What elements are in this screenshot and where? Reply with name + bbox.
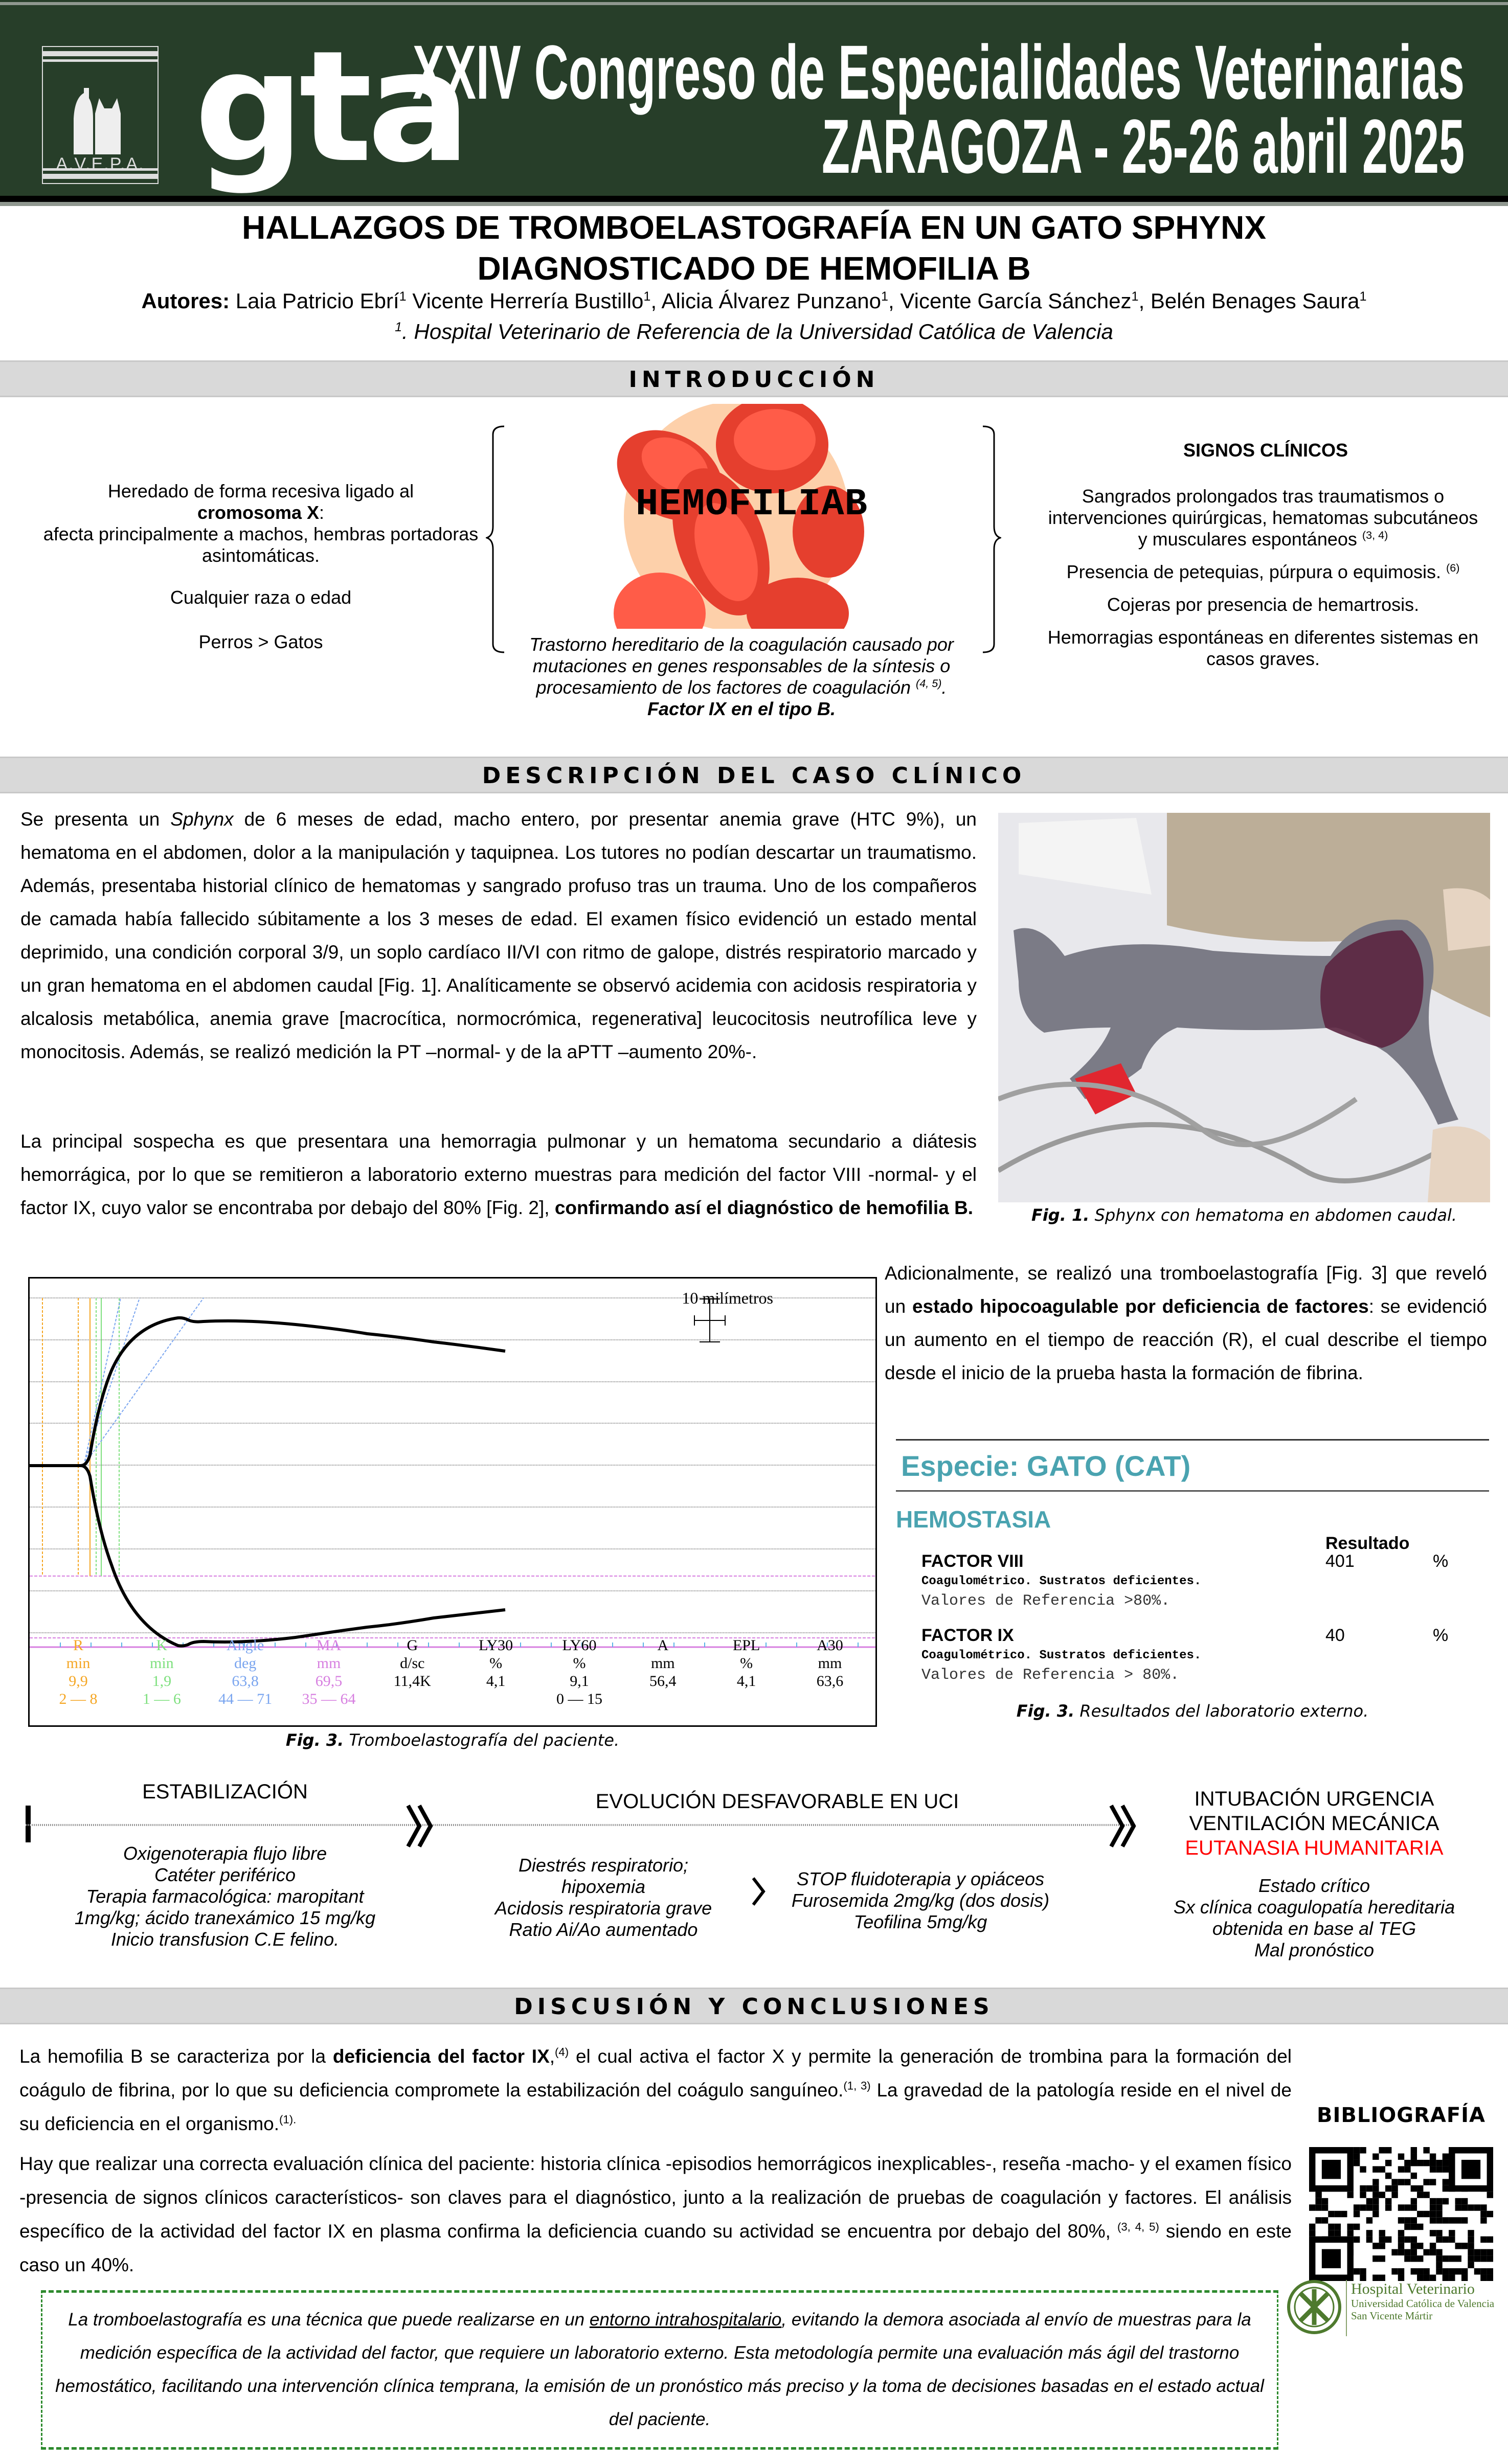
teg-param-range xyxy=(374,1690,451,1708)
teg-chart xyxy=(28,1277,877,1727)
authors-label: Autores: xyxy=(141,289,230,313)
intro-colon: : xyxy=(319,502,325,523)
teg-param-name: R xyxy=(73,1637,83,1654)
teg-param-name: LY30 xyxy=(479,1637,513,1654)
teg-param-unit: d/sc xyxy=(400,1655,425,1672)
teg-param-range: 2 — 8 xyxy=(59,1691,98,1707)
university-name: Universidad Católica de Valencia xyxy=(1351,2297,1495,2310)
author-sup: 1 xyxy=(1359,289,1367,304)
intro-species: Perros > Gatos xyxy=(198,631,323,652)
author: Laia Patricio Ebrí xyxy=(235,289,399,313)
teg-param-value: 9,1 xyxy=(570,1673,589,1690)
definition-factor-ix: Factor IX en el tipo B. xyxy=(647,698,836,719)
hypocoagulable-state: estado hipocoagulable por deficiencia de factores xyxy=(912,1296,1369,1317)
fig3-teg-caption: Fig. 3. Tromboelastografía del paciente. xyxy=(285,1730,620,1750)
section-intro-heading: INTRODUCCIÓN xyxy=(0,360,1508,397)
teg-param-g xyxy=(374,1636,451,1708)
poster-title xyxy=(0,207,1508,289)
affiliation-text: . Hospital Veterinario de Referencia de la Universidad Católica de Valencia xyxy=(402,320,1113,344)
double-chevron-icon xyxy=(404,1805,440,1848)
factor-unit: % xyxy=(1433,1552,1449,1571)
intro-definition: Trastorno hereditario de la coagulación causado por mutaciones en genes responsables de la síntesis o procesamiento de los factores de coagulación $^{(4, 5)}$. Factor IX en el tipo B. xyxy=(529,634,954,719)
teg-param-angle xyxy=(207,1636,284,1708)
intro-affects: afecta principalmente a machos, hembras portadoras asintomáticas. xyxy=(43,523,479,566)
header-bottom-strip xyxy=(0,202,1508,206)
teg-param-name: A xyxy=(657,1637,669,1654)
intro-left-text xyxy=(31,481,491,673)
teg-param-value: 69,5 xyxy=(315,1673,343,1690)
clinical-signs-heading: SIGNOS CLÍNICOS xyxy=(1183,440,1348,461)
teg-param-range xyxy=(624,1690,701,1708)
teg-param-unit: % xyxy=(573,1655,586,1672)
author-sup: 1 xyxy=(399,289,407,304)
intro-chromosome: cromosoma X xyxy=(197,502,320,523)
teg-param-unit: min xyxy=(149,1655,174,1672)
teg-param-name: K xyxy=(156,1637,168,1654)
factor-name: FACTOR IX xyxy=(921,1626,1014,1645)
teg-param-ly60 xyxy=(541,1636,618,1708)
definition-text: Trastorno hereditario de la coagulación causado por mutaciones en genes responsables de la síntesis o procesamiento de los factores de coagulación xyxy=(529,634,954,698)
timeline-stage-3-items: Estado crítico Sx clínica coagulopatía hereditaria obtenida en base al TEG Mal pronóstico xyxy=(1173,1875,1455,1960)
timeline-stage-2-title: EVOLUCIÓN DESFAVORABLE EN UCI xyxy=(595,1790,959,1813)
teg-param-r xyxy=(40,1636,117,1708)
header-top-line xyxy=(0,2,1508,5)
hemofilia-b-label: HEMOFILIAB xyxy=(635,483,868,526)
factor-unit: % xyxy=(1433,1626,1449,1645)
case-paragraph-3: Adicionalmente, se realizó una tromboelastografía [Fig. 3] que reveló un estado hipocoagulable por deficiencia de factores: se evidenció un aumento en el tiempo de reacción (R), el cual describe el tiempo desde el inicio de la prueba hasta la formación de fibrina. xyxy=(885,1263,1488,1383)
teg-param-range xyxy=(792,1690,868,1708)
avepa-text: A.V.E.P.A. xyxy=(56,154,145,174)
teg-param-range: 0 — 15 xyxy=(556,1691,602,1707)
chevron-right-icon xyxy=(749,1876,770,1907)
avepa-logo xyxy=(42,46,159,184)
teg-param-unit: % xyxy=(489,1655,503,1672)
teg-scale-label: 10 milímetros xyxy=(682,1289,773,1307)
teg-param-value: 4,1 xyxy=(736,1673,756,1690)
animals-silhouette-icon xyxy=(63,78,140,154)
teg-param-ly30 xyxy=(458,1636,534,1708)
fig1-caption: Fig. 1. Sphynx con hematoma en abdomen caudal. xyxy=(1031,1205,1457,1225)
clinical-sign: Hemorragias espontáneas en diferentes sistemas en casos graves. xyxy=(1047,627,1479,669)
title-line-1: HALLAZGOS DE TROMBOELASTOGRAFÍA EN UN GATO SPHYNX xyxy=(241,209,1267,246)
author-sup: 1 xyxy=(1131,289,1139,304)
intro-inheritance: Heredado de forma recesiva ligado al xyxy=(107,481,414,501)
author-sup: 1 xyxy=(881,289,889,304)
clinical-sign: Cojeras por presencia de hemartrosis. xyxy=(1107,594,1420,615)
teg-param-name: MA xyxy=(316,1637,342,1654)
teg-param-unit: min xyxy=(66,1655,91,1672)
teg-param-epl xyxy=(708,1636,785,1708)
affiliation xyxy=(0,320,1508,344)
lab-species: Especie: GATO (CAT) xyxy=(901,1450,1191,1482)
qr-code-icon[interactable] xyxy=(1309,2147,1493,2281)
definition-sup: (4, 5) xyxy=(916,677,942,690)
factor-method: Coagulométrico. Sustratos deficientes. xyxy=(921,1575,1202,1588)
clinical-sign: Presencia de petequias, púrpura o equimosis. $^{(6)}$ xyxy=(1066,561,1460,582)
teg-param-range xyxy=(458,1690,534,1708)
fig1-cat-photo xyxy=(998,813,1490,1202)
conclusion-box: La tromboelastografía es una técnica que puede realizarse en un entorno intrahospitalario, evitando la demora asociada al envío de muestras para la medición específica de la actividad del factor, que requiere un laboratorio externo. Esta metodología permite una evaluación más ágil del trastorno hemostático, facilitando una intervención clínica temprana, la emisión de un pronóstico más preciso y la toma de decisiones basadas en el estado actual del paciente. xyxy=(41,2290,1278,2450)
factor-value: 401 xyxy=(1325,1552,1355,1571)
teg-param-value: 63,6 xyxy=(816,1673,844,1690)
timeline-stage-1-items: Oxigenoterapia flujo libre Catéter periférico Terapia farmacológica: maropitant 1mg/kg; ácido tranexámico 15 mg/kg Inicio transfusion C.E felino. xyxy=(74,1843,376,1950)
section-case-heading: DESCRIPCIÓN DEL CASO CLÍNICO xyxy=(0,757,1508,793)
teg-param-value: 56,4 xyxy=(649,1673,677,1690)
case-paragraph-2: La principal sospecha es que presentara una hemorragia pulmonar y un hematoma secundario a diátesis hemorrágica, por lo que se remitieron a laboratorio externo muestras para medición del factor VIII -normal- y el factor IX, cuyo valor se encontraba por debajo del 80% [Fig. 2], confirmando así el diagnóstico de hemofilia B. xyxy=(20,1131,977,1218)
congress-title: XXIV Congreso de Especialidades Veterinarias xyxy=(412,29,1465,115)
timeline-stage-3-title: INTUBACIÓN URGENCIA VENTILACIÓN MECÁNICA EUTANASIA HUMANITARIA xyxy=(1145,1787,1483,1860)
timeline-stage-2-treatment: STOP fluidoterapia y opiáceos Furosemida 2mg/kg (dos dosis) Teofilina 5mg/kg xyxy=(791,1868,1050,1932)
author: Belén Benages Saura xyxy=(1150,289,1360,313)
author-sup: 1 xyxy=(643,289,651,304)
intro-breed: Cualquier raza o edad xyxy=(170,587,352,608)
right-brace-icon xyxy=(981,424,1001,654)
section-discussion-heading: DISCUSIÓN Y CONCLUSIONES xyxy=(0,1988,1508,2024)
congress-location-date: ZARAGOZA - 25-26 abril 2025 xyxy=(821,103,1465,189)
factor-method: Coagulométrico. Sustratos deficientes. xyxy=(921,1649,1202,1662)
discussion-paragraph-1: La hemofilia B se caracteriza por la deficiencia del factor IX,$^{(4)}$ el cual activa el factor X y permite la generación de trombina para la formación del coágulo de fibrina, por lo que su deficiencia compromete la estabilización del coágulo sanguíneo.$^{(1, 3)}$ La gravedad de la patología reside en el nivel de su deficiencia en el organismo.$^{(1).}$ xyxy=(19,2045,1292,2134)
teg-param-name: Angle xyxy=(226,1637,264,1654)
gta-logo: gta xyxy=(194,18,466,196)
case-paragraph-1: Se presenta un Sphynx de 6 meses de edad, macho entero, por presentar anemia grave (HTC 9%), un hematoma en el abdomen, dolor a la manipulación y taquipnea. Los tutores no podían descartar un traumatismo. Además, presentaba historial clínico de hematomas y sangrado profuso tras un trauma. Uno de los compañeros de camada había fallecido súbitamente a los 3 meses de edad. El examen físico evidenció un estado mental deprimido, una condición corporal 3/9, un soplo cardíaco II/VI con ritmo de galope, distrés respiratorio marcado y un gran hematoma en el abdomen caudal [Fig. 1]. Analíticamente se observó acidemia con acidosis respiratoria y alcalosis metabólica, anemia grave [macrocítica, normocrómica, regenerativa] leucocitosis neutrofílica leve y monocitosis. Además, se realizó medición la PT –normal- y de la aPTT –aumento 20%-. xyxy=(20,809,977,1062)
bibliography-heading: BIBLIOGRAFÍA xyxy=(1317,2104,1486,2127)
teg-param-unit: deg xyxy=(234,1655,257,1672)
discussion-paragraph-2: Hay que realizar una correcta evaluación clínica del paciente: historia clínica -episodios hemorrágicos inexplicables-, reseña -macho- y el examen físico -presencia de signos clínicos característicos- son claves para el diagnóstico, junto a la realización de pruebas de coagulación y factores. El análisis específico de la actividad del factor IX en plasma confirma la deficiencia cuando su actividad se encuentra por debajo del 80%, $^{(3, 4, 5)}$ siendo en este caso un 40%. xyxy=(19,2153,1292,2275)
title-line-2: DIAGNOSTICADO DE HEMOFILIA B xyxy=(477,250,1031,287)
authors-line: Autores: Laia Patricio Ebrí$^1$ Vicente Herrería Bustillo$^1$, Alicia Álvarez Punzano$^1$, Vicente García Sánchez$^1$, Belén Benages Saura$^1$ xyxy=(141,289,1367,313)
author: Vicente Herrería Bustillo xyxy=(412,289,644,313)
university-subtitle: San Vicente Mártir xyxy=(1351,2310,1433,2322)
highlight-intrahospital: entorno intrahospitalario xyxy=(589,2310,782,2330)
teg-param-range: 35 — 64 xyxy=(302,1691,356,1707)
factor-value: 40 xyxy=(1325,1626,1345,1645)
teg-param-value: 4,1 xyxy=(486,1673,506,1690)
breed-name: Sphynx xyxy=(170,809,234,830)
teg-param-unit: mm xyxy=(650,1655,675,1672)
timeline-stage-2-items: Diestrés respiratorio; hipoxemia Acidosis respiratoria grave Ratio Ai/Ao aumentado xyxy=(494,1855,712,1940)
teg-param-a xyxy=(624,1636,701,1708)
teg-param-value: 9,9 xyxy=(69,1673,88,1690)
teg-param-a30 xyxy=(792,1636,868,1708)
teg-param-unit: mm xyxy=(818,1655,842,1672)
clinical-sign: Sangrados prolongados tras traumatismos o intervenciones quirúrgicas, hematomas subcutáneos y musculares espontáneos $^{(3, 4)}$ xyxy=(1048,486,1478,550)
teg-param-name: EPL xyxy=(732,1637,760,1654)
hospital-name: Hospital Veterinario xyxy=(1351,2280,1475,2297)
teg-param-name: LY60 xyxy=(562,1637,597,1654)
affiliation-sup: 1 xyxy=(395,320,402,334)
clinical-signs-list xyxy=(1043,486,1483,681)
teg-param-k xyxy=(123,1636,200,1708)
teg-param-range: 1 — 6 xyxy=(142,1691,181,1707)
teg-param-unit: mm xyxy=(317,1655,341,1672)
teg-param-unit: % xyxy=(740,1655,753,1672)
center-left-brace-icon xyxy=(490,424,510,654)
teg-param-value: 1,9 xyxy=(152,1673,172,1690)
timeline-stage-1-title: ESTABILIZACIÓN xyxy=(142,1781,308,1803)
fig3-lab-caption: Fig. 3. Resultados del laboratorio externo. xyxy=(1016,1701,1369,1721)
teg-param-value: 11,4K xyxy=(393,1673,431,1690)
teg-param-value: 63,8 xyxy=(232,1673,259,1690)
result-header: Resultado xyxy=(1325,1534,1410,1553)
factor-reference: Valores de Referencia >80%. xyxy=(921,1592,1171,1610)
factor-reference: Valores de Referencia > 80%. xyxy=(921,1667,1180,1684)
factor-name: FACTOR VIII xyxy=(921,1552,1024,1571)
author: Vicente García Sánchez xyxy=(900,289,1132,313)
teg-param-range: 44 — 71 xyxy=(218,1691,273,1707)
teg-lower-trace xyxy=(81,1466,505,1646)
ucv-seal-icon xyxy=(1286,2279,1342,2335)
teg-param-ma xyxy=(290,1636,367,1708)
diagnosis-confirmation: confirmando así el diagnóstico de hemofilia B. xyxy=(554,1197,974,1218)
lab-results xyxy=(896,1439,1489,1705)
hospital-logo-text xyxy=(1351,2281,1494,2322)
euthanasia-alert: EUTANASIA HUMANITARIA xyxy=(1185,1837,1444,1859)
logo-divider xyxy=(1346,2280,1347,2336)
lab-section: HEMOSTASIA xyxy=(896,1506,1051,1533)
author: Alicia Álvarez Punzano xyxy=(661,289,882,313)
teg-param-name: A30 xyxy=(817,1637,843,1654)
double-chevron-icon xyxy=(1107,1805,1143,1848)
teg-param-range xyxy=(708,1690,785,1708)
teg-param-name: G xyxy=(407,1637,418,1654)
